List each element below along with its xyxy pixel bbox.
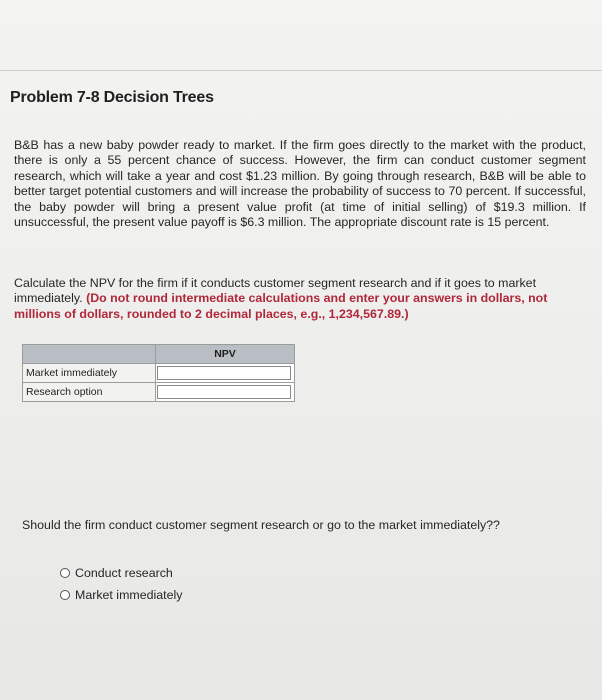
problem-description: B&B has a new baby powder ready to market. If the firm goes directly to the market with the product, there is only a 55 percent chance of success. However, the firm can conduct customer segment research, which will take a year and cost $1.23 million. By going through research, B&B will be able to better target potential customers and will increase the probability of success to 70 percent. If successful, the baby powder will bring a present value profit (at time of initial selling) of $19.3 million. If unsuccessful, the present value payoff is $6.3 million. The appropriate discount rate is 15 percent. — [14, 138, 586, 230]
radio-button-icon[interactable] — [60, 568, 70, 578]
npv-cell-research-option — [156, 383, 295, 402]
answer-options — [60, 562, 182, 606]
npv-input-research-option[interactable] — [157, 385, 291, 399]
npv-input-market-immediately[interactable] — [157, 366, 291, 380]
table-corner-cell — [23, 345, 156, 364]
option-label: Conduct research — [75, 566, 173, 580]
npv-table-header-row — [23, 345, 295, 364]
divider — [0, 70, 602, 71]
option-market-immediately[interactable] — [60, 584, 182, 606]
table-row-market-immediately — [23, 364, 295, 383]
option-label: Market immediately — [75, 588, 183, 602]
npv-column-header: NPV — [156, 345, 295, 364]
row-label-market-immediately: Market immediately — [23, 364, 156, 383]
instructions-text: Calculate the NPV for the firm if it conducts customer segment research and if it goes to market immediately. — [14, 276, 537, 306]
radio-button-icon[interactable] — [60, 590, 70, 600]
npv-table — [22, 344, 295, 402]
decision-question: Should the firm conduct customer segment research or go to the market immediately?? — [22, 518, 500, 532]
instructions-emphasis: (Do not round intermediate calculations and enter your answers in dollars, not millions of dollars, rounded to 2 decimal places, e.g., 1,234,567.89.) — [14, 291, 548, 321]
instructions — [14, 276, 590, 322]
problem-title: Problem 7-8 Decision Trees — [10, 89, 214, 106]
option-conduct-research[interactable] — [60, 562, 182, 584]
table-row-research-option — [23, 383, 295, 402]
row-label-research-option: Research option — [23, 383, 156, 402]
npv-cell-market-immediately — [156, 364, 295, 383]
